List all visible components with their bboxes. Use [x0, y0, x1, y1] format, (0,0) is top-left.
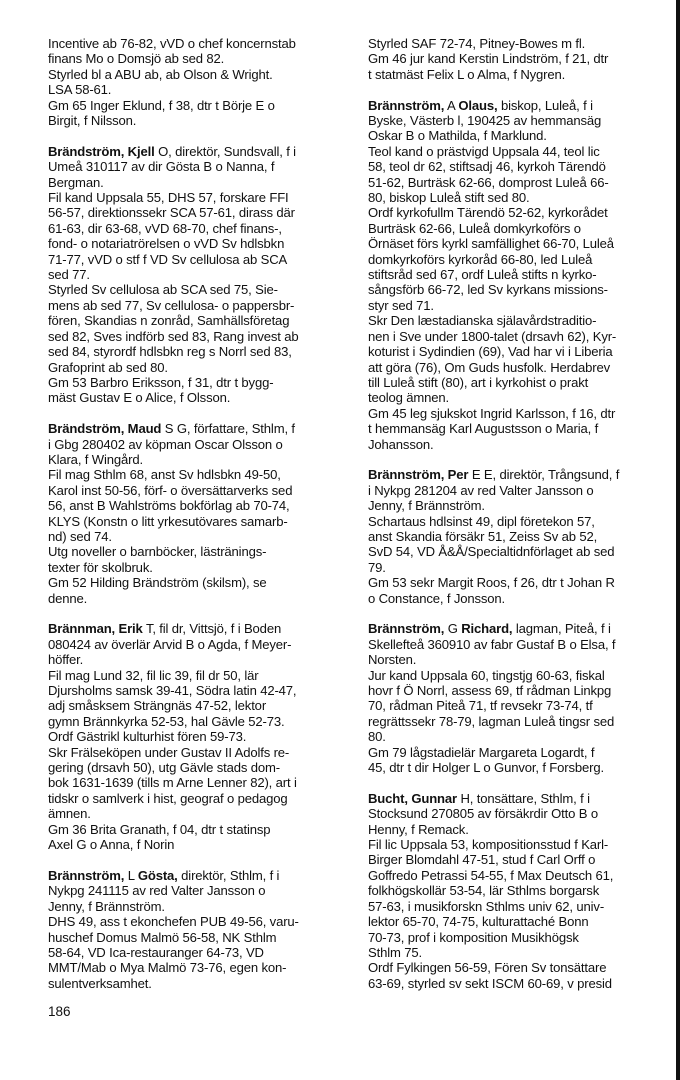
entry-line: [48, 98, 348, 113]
entry-text: Utg noveller o barnböcker, lästränings-: [48, 544, 267, 560]
entry-line: [48, 775, 348, 790]
entry-text: 80.: [368, 729, 386, 745]
entry-text: Nykpg 241115 av red Valter Jansson o: [48, 883, 266, 899]
entry-line: [368, 360, 664, 375]
entry-text: Jenny, f Brännström.: [368, 498, 485, 514]
entry-line: [48, 236, 348, 251]
entry-name: Brännman, Erik: [48, 621, 143, 637]
entry-text: Fil lic Uppsala 53, kompositionsstud f Karl-: [368, 837, 609, 853]
entry-text: Umeå 310117 av dir Gösta B o Nanna, f: [48, 159, 275, 175]
entry-line: [48, 51, 348, 66]
entry-line: [48, 914, 348, 929]
entry-line: [48, 668, 348, 683]
entry-text: sed 82, Sves indförb sed 83, Rang invest ab: [48, 328, 299, 344]
biography-entry: [48, 36, 348, 128]
entry-text: sed 84, styrordf hdlsbkn reg s Norrl sed 83,: [48, 344, 292, 360]
entry-text: Ordf Fylkingen 56-59, Fören Sv tonsättare: [368, 960, 607, 976]
entry-text: Skr Frälseköpen under Gustav II Adolfs re-: [48, 744, 290, 760]
entry-text: fören, Skandias n zonråd, Samhällsföretag: [48, 313, 290, 329]
entry-text: lagman, Piteå, f i: [512, 621, 611, 637]
entry-line: [368, 51, 664, 66]
entry-text: Oskar B o Mathilda, f Marklund.: [368, 128, 547, 144]
entry-text: mens ab sed 77, Sv cellulosa- o pappersbr-: [48, 297, 295, 313]
entry-text: fond- o notariatrörelsen o vVD Sv hdlsbkn: [48, 236, 285, 252]
entry-line: [368, 529, 664, 544]
entry-line: [48, 375, 348, 390]
entry-line: [48, 36, 348, 51]
entry-line: [48, 437, 348, 452]
entry-line: [368, 760, 664, 775]
entry-line: [368, 852, 664, 867]
entry-line: [368, 791, 664, 806]
entry-text: adj småsksem Strängnäs 47-52, lektor: [48, 698, 267, 714]
entry-text: gering (drsavh 50), utg Gävle stads dom-: [48, 760, 280, 776]
entry-text: Gm 65 Inger Eklund, f 38, dtr t Börje E o: [48, 97, 275, 113]
entry-text: L: [124, 867, 138, 883]
page-edge-shadow: [676, 0, 680, 1080]
entry-line: [368, 98, 664, 113]
entry-name: Brändström, Kjell: [48, 143, 155, 159]
entry-line: [368, 128, 664, 143]
entry-text: tidskr o samlverk i hist, geograf o pedagog: [48, 790, 288, 806]
entry-line: [48, 298, 348, 313]
entry-line: [368, 514, 664, 529]
entry-text: 71-77, vVD o stf f VD Sv cellulosa ab SCA: [48, 251, 288, 267]
entry-line: [368, 621, 664, 636]
entry-line: [368, 544, 664, 559]
entry-line: [48, 452, 348, 467]
entry-text: anst Skandia försäkr 51, Zeiss Sv ab 52,: [368, 528, 598, 544]
entry-text: biskop, Luleå, f i: [497, 97, 593, 113]
entry-line: [48, 930, 348, 945]
entry-line: [48, 760, 348, 775]
entry-line: [368, 159, 664, 174]
entry-line: [368, 714, 664, 729]
entry-text: Fil mag Sthlm 68, anst Sv hdlsbkn 49-50,: [48, 467, 281, 483]
entry-text: koturist i Sydindien (69), Vad har vi i Liberia: [368, 344, 613, 360]
entry-line: [368, 375, 664, 390]
entry-line: [48, 282, 348, 297]
entry-text: Skellefteå 360910 av fabr Gustaf B o Elsa, f: [368, 636, 616, 652]
entry-line: [48, 514, 348, 529]
entry-text: KLYS (Konstn o litt yrkesutövares samarb-: [48, 513, 288, 529]
entry-line: [48, 899, 348, 914]
entry-line: [48, 329, 348, 344]
entry-text: lektor 65-70, 74-75, kulturattaché Bonn: [368, 914, 589, 930]
entry-text: A: [444, 97, 459, 113]
entry-line: [368, 652, 664, 667]
entry-line: [48, 591, 348, 606]
entry-text: i Gbg 280402 av köpman Oscar Olsson o: [48, 436, 283, 452]
entry-text: Sthlm 75.: [368, 944, 422, 960]
entry-line: [368, 883, 664, 898]
entry-line: [48, 467, 348, 482]
entry-line: [48, 806, 348, 821]
entry-line: [368, 282, 664, 297]
entry-text: Ordf Gästrikl kulturhist fören 59-73.: [48, 729, 247, 745]
entry-text: sulentverksamhet.: [48, 975, 152, 991]
entry-line: [368, 945, 664, 960]
entry-name: Brändström, Maud: [48, 421, 162, 437]
entry-line: [368, 745, 664, 760]
entry-text: mäst Gustav E o Alice, f Olsson.: [48, 390, 231, 406]
entry-line: [368, 205, 664, 220]
entry-text: MMT/Mab o Mya Malmö 73-76, egen kon-: [48, 960, 287, 976]
entry-text: H, tonsättare, Sthlm, f i: [456, 790, 590, 806]
entry-line: [368, 329, 664, 344]
entry-text: höffer.: [48, 652, 84, 668]
entry-text: Styrled bl a ABU ab, ab Olson & Wright.: [48, 66, 273, 82]
entry-text: 58, teol dr 62, stiftsadj 46, kyrkoh Tärendö: [368, 159, 606, 175]
entry-text: Örnäset förs kyrkl samfällighet 66-70, Luleå: [368, 236, 614, 252]
entry-text: DHS 49, ass t ekonchefen PUB 49-56, varu-: [48, 914, 299, 930]
entry-line: [368, 175, 664, 190]
page-number: 186: [48, 1004, 71, 1019]
entry-line: [368, 344, 664, 359]
entry-name: Bucht, Gunnar: [368, 790, 457, 806]
entry-line: [48, 637, 348, 652]
entry-line: [48, 714, 348, 729]
entry-text: Gm 53 Barbro Eriksson, f 31, dtr t bygg-: [48, 374, 274, 390]
entry-line: [48, 144, 348, 159]
entry-text: Grafoprint ab sed 80.: [48, 359, 168, 375]
entry-text: G: [444, 621, 462, 637]
entry-text: 79.: [368, 559, 386, 575]
entry-text: t statmäst Felix L o Alma, f Nygren.: [368, 66, 566, 82]
entry-line: [368, 421, 664, 436]
entry-name: Brännström,: [368, 621, 445, 637]
entry-line: [368, 575, 664, 590]
entry-line: [48, 421, 348, 436]
entry-line: [368, 36, 664, 51]
entry-line: [48, 205, 348, 220]
entry-text: Norsten.: [368, 652, 417, 668]
entry-line: [48, 729, 348, 744]
entry-text: Gm 52 Hilding Brändström (skilsm), se: [48, 575, 267, 591]
entry-text: 58-64, VD Ica-restauranger 64-73, VD: [48, 944, 264, 960]
entry-text: teolog ämnen.: [368, 390, 450, 406]
entry-line: [368, 822, 664, 837]
entry-text: Jur kand Uppsala 60, tingstjg 60-63, fiskal: [368, 667, 605, 683]
entry-text: huschef Domus Malmö 56-58, NK Sthlm: [48, 929, 277, 945]
entry-line: [368, 837, 664, 852]
entry-text: 70-73, prof i komposition Musikhögsk: [368, 929, 579, 945]
entry-line: [368, 868, 664, 883]
entry-line: [48, 683, 348, 698]
entry-text: texter för skolbruk.: [48, 559, 153, 575]
entry-line: [368, 806, 664, 821]
entry-text: Fil mag Lund 32, fil lic 39, fil dr 50, lär: [48, 667, 259, 683]
entry-text: Styrled SAF 72-74, Pitney-Bowes m fl.: [368, 36, 586, 51]
entry-text: S G, författare, Sthlm, f: [161, 421, 295, 437]
entry-line: [368, 390, 664, 405]
entry-name: Olaus,: [458, 97, 498, 113]
entry-text: Fil kand Uppsala 55, DHS 57, forskare FFI: [48, 190, 289, 206]
entry-text: Burträsk 62-66, Luleå domkyrkoförs o: [368, 220, 581, 236]
entry-line: [48, 113, 348, 128]
entry-text: O, direktör, Sundsvall, f i: [154, 143, 296, 159]
entry-text: SvD 54, VD Å&Å/Specialtidnförlaget ab sed: [368, 544, 615, 560]
entry-line: [368, 960, 664, 975]
right-column: [368, 36, 664, 1007]
entry-line: [368, 298, 664, 313]
entry-line: [48, 837, 348, 852]
entry-line: [368, 267, 664, 282]
entry-text: domkyrkoförs kyrkoråd 66-80, led Luleå: [368, 251, 593, 267]
entry-line: [48, 560, 348, 575]
biography-entry: [368, 36, 664, 82]
entry-text: Axel G o Anna, f Norin: [48, 837, 175, 853]
biography-entry: [368, 467, 664, 606]
entry-line: [48, 390, 348, 405]
entry-line: [368, 406, 664, 421]
entry-text: Byske, Västerb l, 190425 av hemmansäg: [368, 113, 602, 129]
entry-text: 70, rådman Piteå 71, tf revsekr 73-74, tf: [368, 698, 593, 714]
entry-text: 51-62, Burträsk 62-66, domprost Luleå 66-: [368, 174, 609, 190]
biography-entry: [48, 421, 348, 606]
entry-line: [368, 113, 664, 128]
entry-text: Gm 46 jur kand Kerstin Lindström, f 21, dtr: [368, 51, 609, 67]
entry-text: Skr Den læstadianska själavårdstraditio-: [368, 313, 597, 329]
entry-text: T, fil dr, Vittsjö, f i Boden: [142, 621, 282, 637]
entry-line: [48, 529, 348, 544]
entry-line: [48, 544, 348, 559]
entry-line: [368, 560, 664, 575]
entry-text: Birger Blomdahl 47-51, stud f Carl Orff o: [368, 852, 596, 868]
entry-line: [48, 698, 348, 713]
biography-entry: [368, 791, 664, 991]
entry-text: Gm 79 lågstadielär Margareta Logardt, f: [368, 744, 595, 760]
entry-text: Goffredo Petrassi 54-55, f Max Deutsch 61,: [368, 867, 614, 883]
entry-text: Gm 53 sekr Margit Roos, f 26, dtr t Johan R: [368, 575, 615, 591]
entry-text: sed 77.: [48, 267, 90, 283]
entry-line: [368, 313, 664, 328]
entry-text: Johansson.: [368, 436, 434, 452]
entry-line: [48, 360, 348, 375]
entry-text: i Nykpg 281204 av red Valter Jansson o: [368, 482, 594, 498]
entry-text: 80, biskop Luleå stift sed 80.: [368, 190, 530, 206]
entry-text: 56, anst B Wahlströms bokförlag ab 70-74,: [48, 498, 290, 514]
entry-name: Brännström,: [48, 867, 125, 883]
biography-entry: [48, 621, 348, 852]
entry-text: direktör, Sthlm, f i: [177, 867, 280, 883]
entry-line: [48, 960, 348, 975]
entry-line: [368, 236, 664, 251]
entry-text: 45, dtr t dir Holger L o Gunvor, f Forsberg.: [368, 760, 604, 776]
entry-text: o Constance, f Jonsson.: [368, 590, 506, 606]
entry-line: [368, 467, 664, 482]
entry-line: [368, 976, 664, 991]
entry-text: folkhögskollär 53-54, lär Sthlms borgarsk: [368, 883, 600, 899]
entry-text: Birgit, f Nilsson.: [48, 113, 137, 129]
entry-name: Richard,: [461, 621, 513, 637]
entry-text: nd) sed 74.: [48, 528, 112, 544]
entry-text: Gm 36 Brita Granath, f 04, dtr t statinsp: [48, 821, 271, 837]
entry-text: 57-63, i musikforskn Sthlms univ 62, univ-: [368, 898, 605, 914]
entry-text: 56-57, direktionssekr SCA 57-61, dirass där: [48, 205, 295, 221]
entry-line: [48, 652, 348, 667]
entry-text: Karol inst 50-56, förf- o översättarverks sed: [48, 482, 293, 498]
entry-text: ämnen.: [48, 806, 91, 822]
entry-text: regrättssekr 78-79, lagman Luleå tingsr sed: [368, 713, 615, 729]
entry-line: [48, 745, 348, 760]
entry-line: [48, 791, 348, 806]
entry-line: [48, 621, 348, 636]
entry-line: [48, 175, 348, 190]
entry-text: denne.: [48, 590, 88, 606]
entry-text: t hemmansäg Karl Augustsson o Maria, f: [368, 421, 599, 437]
entry-line: [368, 591, 664, 606]
entry-line: [368, 698, 664, 713]
entry-line: [368, 221, 664, 236]
entry-line: [48, 313, 348, 328]
entry-line: [368, 899, 664, 914]
left-column: [48, 36, 348, 1007]
entry-line: [48, 822, 348, 837]
entry-text: Ordf kyrkofullm Tärendö 52-62, kyrkorådet: [368, 205, 608, 221]
entry-line: [48, 945, 348, 960]
entry-line: [48, 221, 348, 236]
entry-text: Henny, f Remack.: [368, 821, 469, 837]
entry-text: Teol kand o prästvigd Uppsala 44, teol lic: [368, 143, 600, 159]
entry-text: 080424 av överlär Arvid B o Agda, f Meyer-: [48, 636, 292, 652]
entry-line: [48, 344, 348, 359]
entry-text: Gm 45 leg sjukskot Ingrid Karlsson, f 16, dtr: [368, 405, 616, 421]
entry-line: [48, 252, 348, 267]
entry-line: [368, 190, 664, 205]
entry-name: Brännström, Per: [368, 467, 469, 483]
entry-name: Gösta,: [137, 867, 178, 883]
entry-text: LSA 58-61.: [48, 82, 112, 98]
entry-line: [368, 683, 664, 698]
entry-line: [48, 159, 348, 174]
entry-line: [48, 575, 348, 590]
entry-line: [368, 930, 664, 945]
entry-line: [368, 437, 664, 452]
entry-line: [368, 668, 664, 683]
entry-line: [48, 883, 348, 898]
entry-text: att göra (76), Om Guds husfolk. Herdabrev: [368, 359, 611, 375]
entry-line: [368, 498, 664, 513]
entry-line: [368, 144, 664, 159]
entry-text: till Luleå stift (80), art i kyrkohist o prakt: [368, 374, 589, 390]
entry-text: Djursholms samsk 39-41, Södra latin 42-47,: [48, 683, 297, 699]
entry-text: Klara, f Wingård.: [48, 451, 143, 467]
entry-text: Incentive ab 76-82, vVD o chef koncernstab: [48, 36, 296, 51]
entry-line: [48, 67, 348, 82]
entry-name: Brännström,: [368, 97, 445, 113]
entry-line: [48, 267, 348, 282]
entry-line: [368, 637, 664, 652]
biography-entry: [368, 98, 664, 452]
entry-text: Bergman.: [48, 174, 104, 190]
biography-entry: [48, 144, 348, 406]
entry-text: bok 1631-1639 (tills m Arne Lenner 82), art i: [48, 775, 297, 791]
entry-text: Schartaus hdlsinst 49, dipl företekon 57,: [368, 513, 595, 529]
entry-text: 63-69, styrled sv sekt ISCM 60-69, v presid: [368, 975, 612, 991]
entry-text: Stocksund 270805 av försäkrdir Otto B o: [368, 806, 598, 822]
entry-text: Jenny, f Brännström.: [48, 898, 165, 914]
entry-line: [368, 252, 664, 267]
entry-line: [48, 190, 348, 205]
entry-text: E E, direktör, Trångsund, f: [468, 467, 620, 483]
entry-text: nen i Sve under 1800-talet (drsavh 62), Kyr-: [368, 328, 617, 344]
entry-line: [48, 868, 348, 883]
entry-text: 61-63, dir 63-68, vVD 68-70, chef finans-,: [48, 220, 282, 236]
entry-line: [48, 483, 348, 498]
entry-text: finans Mo o Domsjö ab sed 82.: [48, 51, 225, 67]
entry-line: [48, 82, 348, 97]
entry-line: [368, 67, 664, 82]
entry-text: gymn Brännkyrka 52-53, hal Gävle 52-73.: [48, 713, 285, 729]
entry-line: [48, 498, 348, 513]
biography-entry: [48, 868, 348, 991]
entry-text: hovr f Ö Norrl, assess 69, tf rådman Linkpg: [368, 683, 612, 699]
entry-text: styr sed 71.: [368, 297, 434, 313]
biography-entry: [368, 621, 664, 775]
entry-line: [368, 914, 664, 929]
entry-line: [368, 729, 664, 744]
entry-text: Styrled Sv cellulosa ab SCA sed 75, Sie-: [48, 282, 278, 298]
entry-text: stiftsråd sed 67, ordf Luleå stifts n kyrko-: [368, 267, 597, 283]
entry-line: [48, 976, 348, 991]
entry-line: [368, 483, 664, 498]
entry-text: sångsförb 66-72, led Sv kyrkans missions-: [368, 282, 608, 298]
